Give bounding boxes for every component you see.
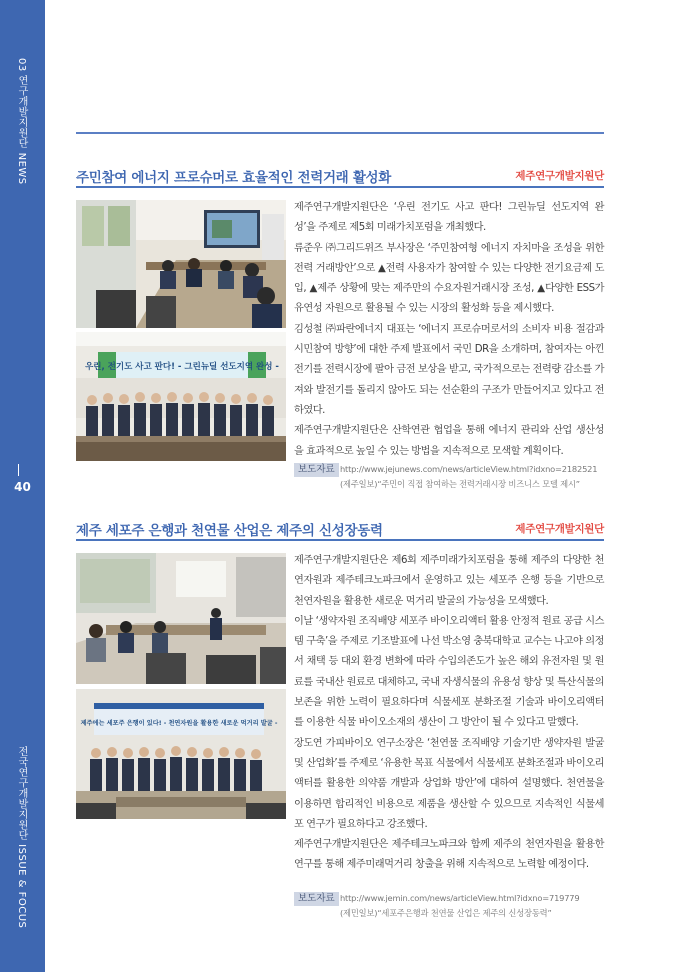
sidebar-section-label: 03 연구개발지원단 NEWS xyxy=(16,58,27,185)
forum-group-photo xyxy=(76,332,286,461)
page-number-tick xyxy=(18,464,19,476)
article-paragraph: 류준우 ㈜그리드위즈 부사장은 ‘주민참여형 에너지 자치마을 조성을 위한 전력 거래방안’으로 ▲전력 사용자가 참여할 수 있는 다양한 전기요금제 도입, ▲제주 상황에 맞는 제주만의 수요자원거래시장 조성, ▲다양한 ESS가 유연성 자원으로 활용될 수 있는 시장의 활성화 등을 제시했다. xyxy=(294,242,604,315)
forum-seminar-photo xyxy=(76,553,286,684)
press-release-note: (제민일보)“세포주은행과 천연물 산업은 제주의 신성장동력” xyxy=(340,908,552,918)
sidebar xyxy=(0,0,45,972)
banner-text: 우린, 전기도 사고 판다! - 그린뉴딜 선도지역 완성 - xyxy=(85,362,279,372)
article-paragraph: 제주연구개발지원단은 제주테크노파크와 함께 제주의 천연자원을 활용한 연구를 통해 제주미래먹거리 창출을 위해 지속적으로 노력할 예정이다. xyxy=(294,839,604,871)
forum-group-photo-2 xyxy=(76,689,286,819)
article-paragraph: 제주연구개발지원단은 ‘우린 전기도 사고 판다! 그린뉴딜 선도지역 완성’을 주제로 제5회 미래가치포럼을 개최했다. xyxy=(294,202,604,234)
press-release-tag: 보도자료 xyxy=(294,892,339,906)
article-paragraph: 김성철 ㈜파란에너지 대표는 ‘에너지 프로슈머로서의 소비자 비용 절감과 시민참여 방향’에 대한 주제 발표에서 국민 DR을 소개하며, 참여자는 아낀 전기를 전력시장에 팔아 금전 보상을 받고, 국가적으로는 전력량 감소를 가져와 발전기를 돌리지 않아도 되는 선순환의 구조가 만들어지고 있다고 전하였다. xyxy=(294,323,604,416)
forum-conference-photo xyxy=(76,200,286,328)
press-release-link[interactable]: http://www.jemin.com/news/articleView.html?idxno=719779 xyxy=(340,893,580,903)
article-header xyxy=(76,166,604,188)
article-header xyxy=(76,519,604,541)
article-title: 제주 세포주 은행과 천연물 산업은 제주의 신성장동력 xyxy=(76,523,383,539)
press-release-note: (제주일보)“주민이 직접 참여하는 전력거래시장 비즈니스 모델 제시” xyxy=(340,479,580,489)
article-paragraph: 장도연 가피바이오 연구소장은 ‘천연물 조직배양 기술기반 생약자원 발굴 및 산업화’를 주제로 ‘유용한 목표 식물에서 식물세포 분화조절과 바이오리액터를 활용한 의약품 개발과 상업화 방안’에 대하여 설명했다. 천연물을 이용하면 합리적인 비용으로 제품을 생산할 수 있으므로 지속적인 식물세포 연구가 필요하다고 강조했다. xyxy=(294,737,604,830)
article-org: 제주연구개발지원단 xyxy=(515,523,604,535)
article-energy-prosumer xyxy=(76,166,604,489)
article-paragraph: 이날 ‘생약자원 조직배양 세포주 바이오리액터 활용 안정적 원료 공급 시스템 구축’을 주제로 기조발표에 나선 박소영 충북대학교 교수는 나고야 의정서 채택 등 대외 환경 변화에 따라 수입의존도가 높은 해외 유전자원 및 원료를 국내산 원료로 대체하고, 국내 자생식물의 유용성 향상 및 특산식물의 보존을 위한 노력이 필요하다며 식물세포 분화조절 기술과 바이오리액터를 이용한 식물 바이오소재의 생산이 그 방안이 될 수 있다고 말했다. xyxy=(294,615,604,729)
banner-text: 제주에는 세포주 은행이 있다! - 천연자원을 활용한 새로운 먹거리 발굴 - xyxy=(80,720,278,727)
article-org: 제주연구개발지원단 xyxy=(515,170,604,182)
article-paragraph: 제주연구개발지원단은 제6회 제주미래가치포럼을 통해 제주의 다양한 천연자원과 제주테크노파크에서 운영하고 있는 세포주 은행 등을 기반으로 천연자원을 활용한 새로운 먹거리 발굴의 가능성을 모색했다. xyxy=(294,555,604,607)
article-body xyxy=(294,551,604,876)
press-release-link[interactable]: http://www.jejunews.com/news/articleView.html?idxno=2182521 xyxy=(340,464,598,474)
sidebar-publication-label: 전국연구개발지원단 ISSUE & FOCUS xyxy=(16,746,27,929)
press-release-tag: 보도자료 xyxy=(294,463,339,477)
article-body xyxy=(294,198,604,462)
article-title: 주민참여 에너지 프로슈머로 효율적인 전력거래 활성화 xyxy=(76,170,392,186)
article-paragraph: 제주연구개발지원단은 산학연관 협업을 통해 에너지 관리와 산업 생산성을 효과적으로 높일 수 있는 방법을 지속적으로 모색할 계획이다. xyxy=(294,425,604,457)
top-divider xyxy=(76,132,604,134)
article-cell-line-bank xyxy=(76,519,604,918)
page-number: 40 xyxy=(14,480,31,494)
